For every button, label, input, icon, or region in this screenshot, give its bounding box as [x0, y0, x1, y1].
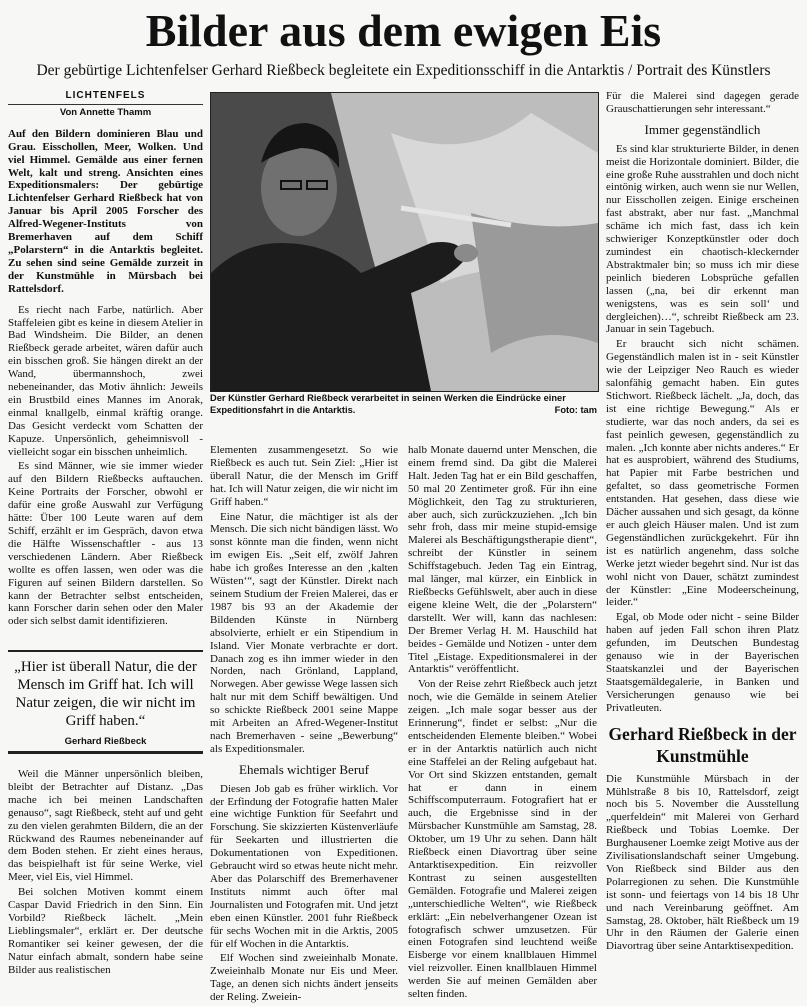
- dateline: LICHTENFELS: [8, 90, 203, 105]
- body-paragraph: Es sind Männer, wie sie immer wieder auf den Bildern Rießbecks auftauchen. Keine Portraits der Forscher, obwohl er dafür eine große Auswahl zur Verfügung hätte: Über 100 Leute waren auf dem Schiff, erzählt er im Gespräch, davon etwa die Hälfte Wissenschaftler - aus 13 verschiedenen Ländern. Aber Rießbeck wollte es offen lassen, wen oder was die Figuren auf seinen Bildern darstellen. So kann der Betrachter selbst entscheiden, kann Forscher darin sehen oder den Maler oder sich selbst damit identifizieren.: [8, 460, 203, 628]
- lead-paragraph: Auf den Bildern dominieren Blau und Grau. Eisschollen, Meer, Wolken. Und viel Himmel. Gemälde aus einer fernen Welt, kalt und streng. Ansichten eines Expeditionsmalers: Der gebürtige Lichtenfelser Gerhard Rießbeck hat von Januar bis April 2005 Forscher des Alfred-Wegener-Instituts von Bremerhaven auf dem Schiff „Polarstern“ in die Antarktis begleitet. Zu sehen sind seine Gemälde zurzeit in der Kunstmühle in Mürsbach bei Rattelsdorf.: [8, 127, 203, 295]
- body-paragraph: Bei solchen Motiven kommt einem Caspar David Friedrich in den Sinn. Ein Vorbild? Rießbeck lächelt. „Mein Lieblingsmaler“, erklärt er. Der deutsche Romantiker sei keiner gewesen, der die Natur einfach abmalt, sondern habe seine Bilder aus realistischen: [8, 886, 203, 976]
- section-subhead: Immer gegenständlich: [644, 121, 761, 137]
- pull-quote: [8, 650, 203, 754]
- column-3: [408, 444, 597, 1003]
- column-2: [210, 444, 398, 1006]
- pull-quote-text: „Hier ist überall Natur, die der Mensch im Griff hat. Ich will Natur zeigen, die wir nicht im Griff haben.“: [14, 659, 197, 729]
- photo-caption: [210, 393, 597, 416]
- body-paragraph: Diesen Job gab es früher wirklich. Vor der Erfindung der Fotografie hatten Maler eine wichtige Funktion für Seefahrt und Forschung. Sie skizzierten Küstenverläufe für Seekarten und illustrierten die Dokumentationen von Expeditionen. Gebraucht wird so etwas heute nicht mehr. Aber das Polarschiff des Bremerhavener Instituts nimmt auch öfter mal Journalisten und Fotografen mit. Und jetzt eben einen Künstler. 2001 fuhr Rießbeck für sechs Wochen mit in die Arktis, 2005 für elf Wochen in die Antarktis.: [210, 782, 398, 950]
- body-paragraph: Für die Malerei sind dagegen gerade Grauschattierungen sehr interessant.“: [606, 90, 799, 115]
- body-paragraph: Eine Natur, die mächtiger ist als der Mensch. Die sich nicht bändigen lässt. Wo sonst könnte man die finden, wenn nicht im ewigen Eis. „Seit elf, zwölf Jahren habe ich großes Interesse an den ‚kalten Wüsten‘“, sagt der Künstler. Direkt nach seinem Studium der Freien Malerei, das er 1987 bis 93 an der Akademie der Bildenden Künste in Nürnberg absolvierte, erhielt er ein Stipendium in Island. Vier Monate verbrachte er dort. Danach zog es ihn immer wieder in den Norden, nach Grönland, Lappland, Norwegen. Aber gewisse Wege lassen sich halt nur mit dem Schiff bewältigen. Und so schickte Rießbeck 2001 seine Mappe mit Arbeiten an Afred-Wegener-Institut nach Bremerhaven - seine „Bewerbung“ als Expeditionsmaler.: [210, 510, 398, 755]
- body-paragraph: Von der Reise zehrt Rießbeck auch jetzt noch, wie die Gemälde in seinem Atelier zeigen. „Ich male sogar besser aus der Erinnerung“, findet er selbst: „Nur die entscheidenden Elemente bleiben.“ Wobei er in der Antarktis natürlich auch nicht eine Staffelei an der Reling aufgebaut hat. Vor Ort sind Skizzen entstanden, gemalt hat er dann in einem Schiffscomputerraum. Fotografiert hat er auch, die Ergebnisse sind in der Mürsbacher Kunstmühle am Samstag, 28. Oktober, um 19 Uhr zu sehen. Dann hält Rießbeck einen Diavortrag über seine Antarktisexpedition. Ein reizvoller Kontrast zu seinen ausgestellten Gemälden. Fotografie und Malerei zeigen „unterschiedliche Welten“, wie Rießbeck erklärt: „Ein nebelverhangener Ozean ist fotografisch schwer umzusetzen. Für einen Fotografen sind leuchtend weiße Eisberge vor einem knallblauen Himmel viel reizvoller. Einen knallblauen Himmel werden Sie auf meinen Gemälden aber selten finden.: [408, 678, 597, 1001]
- body-paragraph: Es sind klar strukturierte Bilder, in denen meist die Horizontale dominiert. Bilder, die eine große Ruhe ausstrahlen und doch nicht eintönig wirken, auch wenn sie nur Wellen, nur Eisschollen zeigen. Einige erscheinen fast abstrakt, aber nur fast. „Manchmal schäme ich mich fast, dass ich kein schwieriger Konzeptkünstler oder doch zumindest ein chaotisch-kleckernder Abstraktmaler bin; so muss ich mir diese peinlich biederen Lobsprüche gefallen lassen („na, bei dir erkennt man wenigstens, was es sein soll‘ und dergleichen)…“, schreibt Rießbeck am 23. Januar in sein Tagebuch.: [606, 142, 799, 336]
- column-1: [8, 90, 203, 630]
- photo-credit: Foto: tam: [554, 404, 597, 415]
- column-1-lower: [8, 768, 203, 979]
- caption-text: Der Künstler Gerhard Rießbeck verarbeitet in seinen Werken die Eindrücke einer Expeditionsfahrt in die Antarktis.: [210, 393, 566, 415]
- body-paragraph: Egal, ob Mode oder nicht - seine Bilder haben auf jeden Fall schon ihren Platz gefunden, im Deutschen Bundestag genauso wie in der Bayerischen Staatskanzlei und der Bayerischen Staatsgemäldegalerie, in Banken und Versicherungen genauso wie bei Privatleuten.: [606, 611, 799, 714]
- column-4: [606, 90, 799, 955]
- body-paragraph: Weil die Männer unpersönlich bleiben, bleibt der Betrachter auf Distanz. „Das mache ich bei meinen Landschaften genauso“, sagt Rießbeck, steht auf und geht zu den vielen gerahmten Bildern, die an der Rückwand des Raumes nebeneinander auf dem Boden stehen. Er zieht eines heraus, das beispielhaft ist für seine Werke, viel Meer, viel Eis, viel Himmel.: [8, 768, 203, 884]
- body-paragraph: Es riecht nach Farbe, natürlich. Aber Staffeleien gibt es keine in diesem Atelier in Bad Windsheim. Die Bilder, an denen Rießbeck gerade arbeitet, wären dafür auch ein bisschen groß. Sie hängen direkt an der Wand, übermannshoch, zwei nebeneinander, das Motiv ähnlich: Jeweils ein Brustbild eines Mannes im Anorak, einmal knallgelb, einmal kräftig orange. Das Gesicht verdeckt vom Schatten der Kapuze. Unpersönlich, geheimnisvoll - vielleicht sogar ein bisschen unheimlich.: [8, 303, 203, 458]
- subheadline: Der gebürtige Lichtenfelser Gerhard Rießbeck begleitete ein Expeditionsschiff in die Antarktis / Portrait des Künstlers: [36, 62, 771, 79]
- body-paragraph: Elementen zusammengesetzt. So wie Rießbeck es auch tut. Sein Ziel: „Hier ist überall Natur, die der Mensch im Griff hat. Ich will Natur zeigen, die wir nicht im Griff haben.“: [210, 444, 398, 508]
- body-paragraph: Er braucht sich nicht schämen. Gegenständlich malen ist in - seit Künstler wie der Leipziger Neo Rauch es wieder salonfähig gemacht haben. Ein gutes Stichwort. Rießbeck lächelt. „Ja, doch, das ist eine richtige Bewegung.“ Als er studierte, war das noch anders, da sei es fast peinlich gewesen, gegenständlich zu malen. „Ich konnte aber nichts anderes.“ Er hat es ausprobiert, während des Studiums, hat Papier mit Farbe bestrichen und gefaltet, so dass geometrische Formen entstanden. Hat gesehen, dass diese wie Dächer aussahen und sich gesagt, da könne er auch gleich Häuser malen. Und ist zum Gegenständlichen zurückgekehrt. Für ihn ist es natürlich angenehm, dass solche Werke jetzt wieder begehrt sind. Nur ist das wohl nicht von Dauer, schätzt zumindest der Künstler: „Eine Modeerscheinung, leider.“: [606, 338, 799, 609]
- info-box-headline: Gerhard Rießbeck in der Kunstmühle: [608, 723, 797, 766]
- byline: Von Annette Thamm: [59, 106, 152, 118]
- body-paragraph: halb Monate dauernd unter Menschen, die einem fremd sind. Da gibt die Malerei Halt. Jeden Tag hat er ein Bild geschaffen, 50 mal 20 Zentimeter groß. Für ihn eine Möglichkeit, den Tag zu strukturieren, aber auch, sich zurückzuziehen. „Ich bin sehr froh, dass mir meine stupid-emsige Malerei als Beschäftigungstherapie dient“, schreibt der Künstler in seinem Schiffstagebuch. Jeden Tag ein Eintrag, mal länger, mal kürzer, ein Einblick in Rießbecks Gefühlswelt, aber auch in diese eigene kleine Welt, die der „Polarstern“ darstellt. Wer will, kann das nachlesen: Der Bremer Verlag H. M. Hauschild hat beides - Gemälde und Notizen - unter dem Titel „Eistage. Expeditionsmalerei in der Antarktis“ veröffentlicht.: [408, 444, 597, 676]
- body-paragraph: Elf Wochen sind zweieinhalb Monate. Zweieinhalb Monate nur Eis und Meer. Tage, an denen sich nichts ändert jenseits der Reling. Zweiein-: [210, 952, 398, 1004]
- pull-quote-author: Gerhard Rießbeck: [64, 736, 147, 747]
- artist-painting-illustration: [211, 93, 598, 391]
- info-box-text: Die Kunstmühle Mürsbach in der Mühlstraße 8 bis 10, Rattelsdorf, zeigt noch bis 5. November die Ausstellung „querfeldein“ mit Malerei von Gerhard Rießbeck und Tobias Loemke. Der Burghausener Loemke zeigt Motive aus der Zivilisationslandschaft seiner Umgebung. Von Rießbeck sind Bilder aus den Polarregionen zu sehen. Die Kunstmühle ist sonn- und feiertags von 14 bis 18 Uhr und nach Vereinbarung geöffnet. Am Samstag, 28. Oktober, hält Rießbeck um 19 Uhr in den Räumen der Galerie einen Diavortrag über seine Antarktisexpedition.: [606, 772, 799, 953]
- headline: Bilder aus dem ewigen Eis: [145, 5, 662, 56]
- artist-photo: [210, 92, 599, 392]
- section-subhead: Ehemals wichtiger Beruf: [239, 761, 369, 777]
